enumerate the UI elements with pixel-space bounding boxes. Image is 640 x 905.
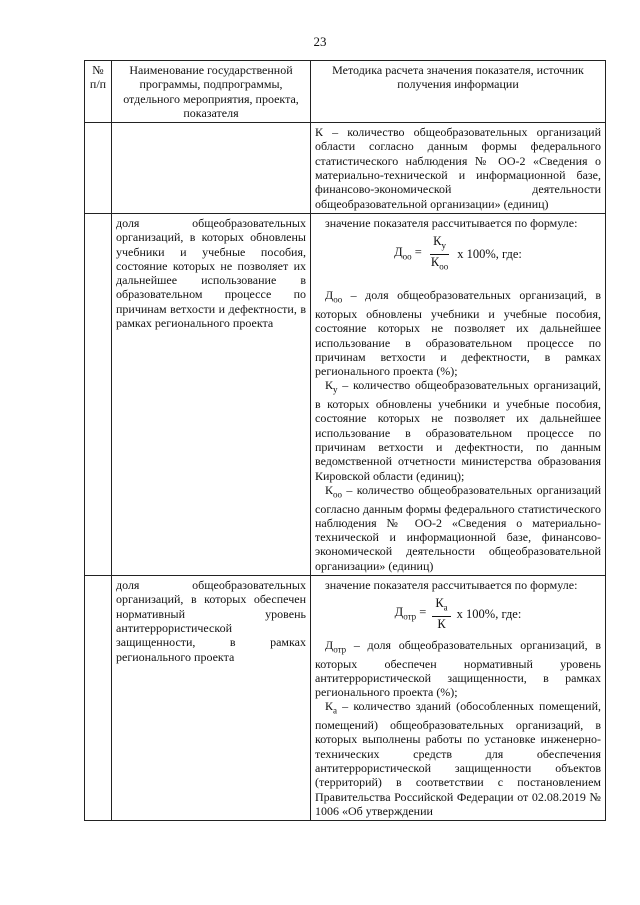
formula-tail: x 100%, где: <box>457 247 522 262</box>
page-number: 23 <box>313 34 327 49</box>
indicator-name-antiterror: доля общеобразовательных организаций, в которых обеспечен нормативный уровень антитеррористической защищенности, в рамках регионального проекта <box>112 576 311 821</box>
row-number-cell <box>85 123 112 214</box>
formula-lhs: $Д_{оо}$ = <box>394 244 422 262</box>
header-name: Наименование государственной программы, подпрограммы, отдельного мероприятия, проекта, показателя <box>112 61 311 123</box>
formula-intro: значение показателя рассчитывается по формуле: <box>325 578 578 593</box>
formula <box>315 596 601 632</box>
indicator-method-antiterror <box>311 576 606 821</box>
table-header-row <box>85 61 606 123</box>
definition: $Д_{оо}$ – доля общеобразовательных организаций, в которых обновлены учебники и учебные пособия, состояние которых не позволяет их дальнейшее использование в образовательном процессе по причинам ветхости и дефектности, в рамках регионального проекта (%); <box>315 288 601 379</box>
header-method: Методика расчета значения показателя, источник получения информации <box>311 61 606 123</box>
table-row <box>85 576 606 821</box>
formula-tail: x 100%, где: <box>456 606 522 621</box>
definition: $К_у$ – количество общеобразовательных организаций, в которых обновлены учебники и учебные пособия, состояние которых не позволяет их дальнейшее использование в образовательном процессе по причинам ветхости и дефектности, по данным ведомственной отчетности министерства образования Кировской области (единиц); <box>315 378 601 483</box>
indicator-name-textbooks: доля общеобразовательных организаций, в которых обновлены учебники и учебные пособия, состояние которых не позволяет их дальнейшее использование в образовательном процессе по причинам ветхости и дефектности, в рамках регионального проекта <box>112 213 311 575</box>
formula <box>315 234 601 274</box>
row-method-cell: К – количество общеобразовательных организаций области согласно данным формы федерального статистического наблюдения № ОО-2 «Сведения о материально-технической и информационной базе, финансово-экономической деятельности общеобразовательной организации» (единиц) <box>311 123 606 214</box>
row-number-cell <box>85 576 112 821</box>
row-number-cell <box>85 213 112 575</box>
definition: $К_а$ – количество зданий (обособленных помещений, помещений) общеобразовательных организаций, в которых выполнены работы по установке инженерно-технических средств для обеспечения антитеррористической защищенности объектов (территорий) в соответствии с постановлением Правительства Российской Федерации от 02.08.2019 № 1006 «Об утверждении <box>315 699 601 818</box>
table-row <box>85 213 606 575</box>
indicator-table <box>84 60 606 821</box>
definition: $К_{оо}$ – количество общеобразовательных организаций согласно данным формы федерального статистического наблюдения № ОО-2 «Сведения о материально-технической и информационной базе, финансово-экономической деятельности общеобразовательной организации» (единиц) <box>315 482 601 573</box>
row-name-cell <box>112 123 311 214</box>
definition: $Д_{отр}$ – доля общеобразовательных организаций, в которых обеспечен нормативный уровень антитеррористической защищенности, в рамках регионального проекта (%); <box>315 637 601 700</box>
header-number: № п/п <box>85 61 112 123</box>
formula-fraction: $\frac{К_у}{К_{оо}}$ <box>430 234 449 272</box>
formula-fraction: $\frac{К_а}{К}$ <box>432 596 450 632</box>
formula-intro: значение показателя рассчитывается по формуле: <box>325 215 578 230</box>
indicator-method-textbooks <box>311 213 606 575</box>
formula-lhs: $Д_{отр}$ = <box>394 604 427 622</box>
table-row <box>85 123 606 214</box>
